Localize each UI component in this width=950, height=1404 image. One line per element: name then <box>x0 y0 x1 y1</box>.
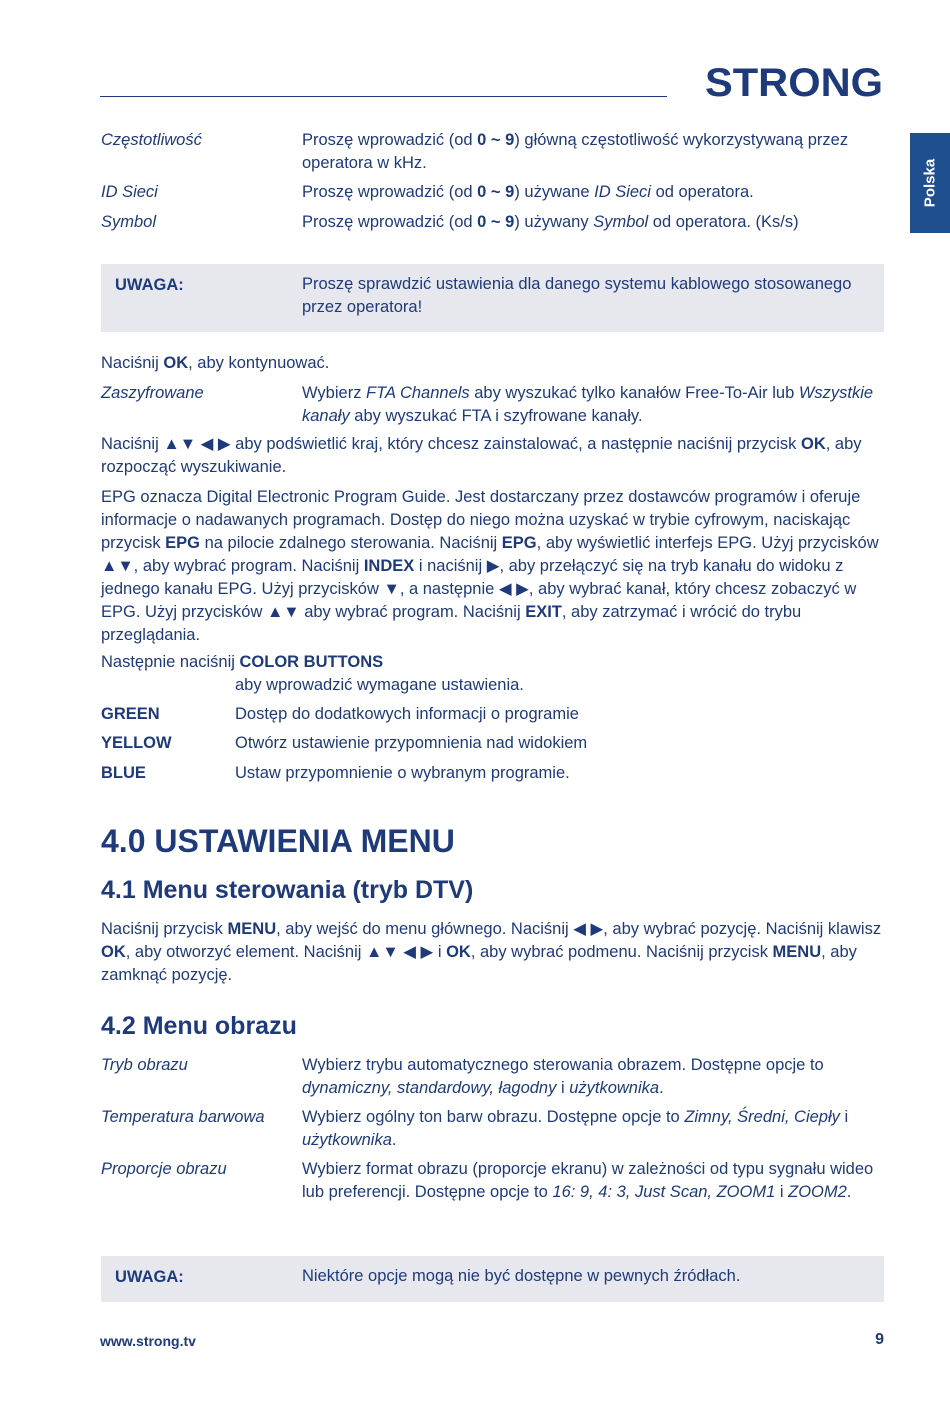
arrow-keys-icon: ▲▼ ◀ ▶ <box>163 435 231 453</box>
picture-desc-mode: Wybierz trybu automatycznego sterowania obrazem. Dostępne opcje to dynamiczny, standardowy, łagodny i użytkownika. <box>302 1056 824 1097</box>
picture-term-mode: Tryb obrazu <box>101 1056 188 1074</box>
param-term-encrypted: Zaszyfrowane <box>101 384 204 402</box>
scan-paragraph: Naciśnij ▲▼ ◀ ▶ aby podświetlić kraj, który chcesz zainstalować, a następnie naciśnij przycisk OK, aby rozpocząć wyszukiwanie. <box>101 435 862 476</box>
color-buttons-intro: Następnie naciśnij COLOR BUTTONS <box>101 653 384 671</box>
picture-term-color-temp: Temperatura barwowa <box>101 1108 265 1126</box>
control-menu-paragraph: Naciśnij przycisk MENU, aby wejść do menu głównego. Naciśnij ◀ ▶, aby wybrać pozycję. Naciśnij klawisz OK, aby otworzyć element. Naciśnij ▲▼ ◀ ▶ i OK, aby wybrać podmenu. Naciśnij przycisk MENU, aby zamknąć pozycję. <box>101 920 882 984</box>
key-label-blue: BLUE <box>101 764 146 782</box>
note-text: Niektóre opcje mogą nie być dostępne w pewnych źródłach. <box>302 1267 741 1285</box>
param-desc-encrypted: Wybierz FTA Channels aby wyszukać tylko kanałów Free-To-Air lub Wszystkie kanały aby wyszukać FTA i szyfrowane kanały. <box>302 384 874 425</box>
strong-logo <box>705 62 885 102</box>
param-term-symbol: Symbol <box>101 213 157 231</box>
arrow-keys-icon: ▲▼ ◀ ▶ <box>366 943 434 961</box>
param-desc-network-id: Proszę wprowadzić (od 0 ~ 9) używane ID Sieci od operatora. <box>302 183 754 201</box>
note-label: UWAGA: <box>115 1268 184 1286</box>
note-box <box>101 264 884 332</box>
picture-term-aspect: Proporcje obrazu <box>101 1160 227 1178</box>
key-desc-green: Dostęp do dodatkowych informacji o programie <box>235 705 579 723</box>
arrow-keys-icon: ▲▼ <box>266 603 300 621</box>
press-ok-paragraph: Naciśnij OK, aby kontynuować. <box>101 354 330 372</box>
header-rule <box>100 96 667 97</box>
language-side-tab <box>910 133 950 233</box>
arrow-keys-icon: ◀ ▶ <box>573 920 604 938</box>
note-box <box>101 1256 884 1302</box>
subsection-title-control: 4.1 Menu sterowania (tryb DTV) <box>101 876 474 904</box>
param-term-frequency: Częstotliwość <box>101 131 202 149</box>
arrow-keys-icon: ▼ <box>383 580 400 598</box>
arrow-keys-icon: ▲▼ <box>101 557 134 575</box>
arrow-keys-icon: ◀ ▶ <box>498 580 529 598</box>
epg-paragraph: EPG oznacza Digital Electronic Program Guide. Jest dostarczany przez dostawców programów i oferuje informacje o nadawanych programach. Dostęp do niego można uzyskać w trybie cyfrowym, naciskając przycisk EPG na pilocie zdalnego sterowania. Naciśnij EPG, aby wyświetlić interfejs EPG. Użyj przycisków ▲▼, aby wybrać program. Naciśnij INDEX i naciśnij ▶, aby przełączyć się na tryb kanału do widoku z jednego kanału EPG. Użyj przycisków ▼, a następnie ◀ ▶, aby wybrać kanał, który chcesz zobaczyć w EPG. Użyj przycisków ▲▼ aby wybrać program. Naciśnij EXIT, aby zatrzymać i wrócić do trybu przeglądania. <box>101 488 879 644</box>
footer-url[interactable]: www.strong.tv <box>100 1333 196 1349</box>
subsection-title-picture: 4.2 Menu obrazu <box>101 1012 297 1040</box>
key-label-green: GREEN <box>101 705 160 723</box>
section-title: 4.0 USTAWIENIA MENU <box>101 823 455 859</box>
language-label: Polska <box>921 158 939 208</box>
param-desc-symbol: Proszę wprowadzić (od 0 ~ 9) używany Symbol od operatora. (Ks/s) <box>302 213 799 231</box>
picture-desc-color-temp: Wybierz ogólny ton barw obrazu. Dostępne opcje to Zimny, Średni, Ciepły i użytkownika. <box>302 1108 849 1149</box>
note-text: Proszę sprawdzić ustawienia dla danego systemu kablowego stosowanego przez operatora! <box>302 275 852 316</box>
svg-text:STRONG: STRONG <box>705 62 883 102</box>
picture-desc-aspect: Wybierz format obrazu (proporcje ekranu) w zależności od typu sygnału wideo lub preferencji. Dostępne opcje to 16: 9, 4: 3, Just Scan, ZOOM1 i ZOOM2. <box>302 1160 874 1201</box>
param-term-network-id: ID Sieci <box>101 183 158 201</box>
page-number: 9 <box>875 1331 884 1348</box>
arrow-keys-icon: ▶ <box>486 557 500 575</box>
key-label-yellow: YELLOW <box>101 734 172 752</box>
param-desc-frequency: Proszę wprowadzić (od 0 ~ 9) główną częstotliwość wykorzystywaną przez operatora w kHz. <box>302 131 849 172</box>
key-desc-blue: Ustaw przypomnienie o wybranym programie. <box>235 764 570 782</box>
color-buttons-intro-cont: aby wprowadzić wymagane ustawienia. <box>235 676 524 694</box>
note-label: UWAGA: <box>115 276 184 294</box>
key-desc-yellow: Otwórz ustawienie przypomnienia nad widokiem <box>235 734 588 752</box>
